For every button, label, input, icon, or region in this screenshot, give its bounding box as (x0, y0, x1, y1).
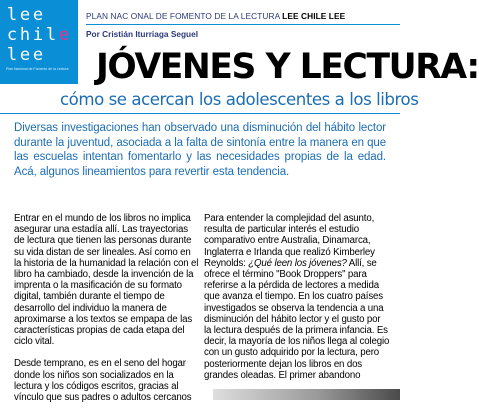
body-column-right (204, 213, 390, 392)
book-title: ¿Qué leen los jóvenes? (248, 257, 347, 269)
logo-row-2: c h i l e (6, 25, 71, 45)
article-photo (213, 389, 400, 400)
logo-tagline: Plan Nacional de Fomento de la Lectura (6, 67, 69, 71)
plan-header (86, 11, 400, 21)
logo-row-1: l e e (6, 5, 45, 25)
body-column-left (14, 213, 200, 414)
body-paragraph: Desde temprano, es en el seno del hogar donde los niños son socializados en la lectura y los códigos escritos, gracias al vínculo que sus padres o adultos cercanos (14, 358, 192, 404)
logo-row-3: l e e (6, 45, 45, 65)
author-byline: Por Cristián Iturriaga Seguel (86, 29, 199, 39)
body-paragraph: Para entender la complejidad del asunto, resulta de particular interés el estudio comparativo entre Australia, Dinamarca, Inglaterra e Irlanda que realizó Kimberley Reynolds: ¿Qué leen los jóvenes? Allí, se ofrece el término "Book Droppers" para referirse a la pérdida de lectores a medida que avanza el tiempo. En los cuatro países investigados se observa la tendencia a una disminución del hábito lector y el gusto por la lectura después de la primera infancia. Es decir, la mayoría de los niños llega al colegio con un gusto adquirido por la lectura, pero posteriormente dejan los libros en dos grandes oleadas. El primer abandono (204, 213, 390, 381)
intro-paragraph: Diversas investigaciones han observado una disminución del hábito lector durante la juventud, asociada a la falta de sintonía entre la manera en que las escuelas intentan fomentarlo y las necesidades propias de la edad. Acá, algunos lineamientos para revertir esta tendencia. (14, 122, 386, 179)
plan-brand: LEE CHILE LEE (282, 11, 346, 21)
subtitle-divider (0, 113, 400, 114)
plan-prefix: PLAN NAC ONAL DE FOMENTO DE LA LECTURA (86, 11, 280, 21)
body-paragraph: Entrar en el mundo de los libros no implica asegurar una estadía allí. Las trayectorias de lectura que tienen las personas durante su vida distan de ser lineales. Así como en la historia de la humanidad la relación con el libro ha cambiado, desde la invención de la imprenta o la masificación de su formato digital, también durante el tiempo de desarrollo del individuo la manera de aproximarse a los textos se empapa de las características propias de cada etapa del ciclo vital. (14, 213, 199, 348)
header-divider (86, 24, 400, 25)
page-subtitle: cómo se acercan los adolescentes a los libros (60, 90, 419, 109)
lee-chile-lee-logo (0, 0, 78, 84)
page-title: JÓVENES Y LECTURA: (96, 47, 479, 87)
